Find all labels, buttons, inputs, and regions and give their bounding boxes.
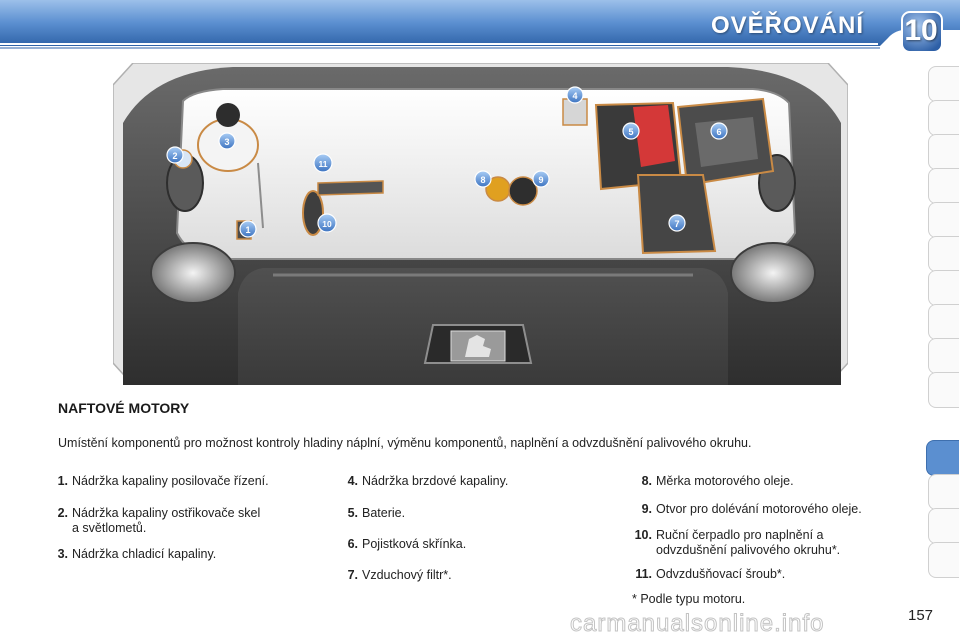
svg-text:7: 7 bbox=[674, 219, 680, 229]
item-text: Nádržka kapaliny posilovače řízení. bbox=[72, 474, 269, 488]
list-item-6 bbox=[340, 537, 600, 553]
lion-badge-icon bbox=[451, 331, 505, 361]
list-item-3 bbox=[50, 547, 340, 563]
callout-3 bbox=[219, 133, 235, 149]
svg-text:6: 6 bbox=[716, 127, 722, 137]
footnote: * Podle typu motoru. bbox=[632, 592, 746, 606]
svg-text:5: 5 bbox=[628, 127, 634, 137]
callout-11 bbox=[314, 154, 332, 172]
item-text: Nádržka brzdové kapaliny. bbox=[362, 474, 509, 488]
chapter-tab[interactable] bbox=[928, 66, 959, 102]
chapter-tab[interactable] bbox=[928, 304, 959, 340]
callout-8 bbox=[475, 171, 491, 187]
svg-text:8: 8 bbox=[480, 175, 486, 185]
chapter-tab[interactable] bbox=[928, 202, 959, 238]
list-item-4 bbox=[340, 474, 600, 490]
list-item-5 bbox=[340, 506, 600, 522]
item-text: Baterie. bbox=[362, 506, 406, 520]
list-item-8 bbox=[634, 474, 924, 490]
item-number: 2. bbox=[57, 506, 68, 520]
section-title: NAFTOVÉ MOTORY bbox=[58, 400, 190, 416]
engine-bay-illustration bbox=[113, 63, 848, 385]
callout-7 bbox=[669, 215, 685, 231]
item-number: 7. bbox=[347, 568, 358, 582]
callout-6 bbox=[711, 123, 727, 139]
chapter-tab[interactable] bbox=[928, 168, 959, 204]
item-text: Otvor pro dolévání motorového oleje. bbox=[656, 502, 862, 516]
item-number: 11. bbox=[635, 567, 652, 581]
svg-text:11: 11 bbox=[318, 159, 328, 169]
svg-text:1: 1 bbox=[245, 225, 251, 235]
list-item-10 bbox=[634, 528, 924, 560]
chapter-tab[interactable] bbox=[928, 270, 959, 306]
item-number: 5. bbox=[347, 506, 358, 520]
item-text: Měrka motorového oleje. bbox=[656, 474, 794, 488]
callout-10 bbox=[318, 214, 336, 232]
item-number: 1. bbox=[57, 474, 68, 488]
list-item-9 bbox=[634, 502, 924, 518]
callout-4 bbox=[567, 87, 583, 103]
item-number: 4. bbox=[347, 474, 358, 488]
svg-text:4: 4 bbox=[572, 91, 578, 101]
item-text: Vzduchový filtr*. bbox=[362, 568, 452, 582]
callout-5 bbox=[623, 123, 639, 139]
watermark: carmanualsonline.info bbox=[570, 610, 825, 637]
item-text-continued: a světlometů. bbox=[72, 521, 147, 535]
svg-text:10: 10 bbox=[322, 219, 332, 229]
list-item-1 bbox=[50, 474, 340, 490]
chapter-header bbox=[0, 0, 960, 50]
page-number: 157 bbox=[908, 607, 934, 624]
chapter-tab[interactable] bbox=[928, 508, 959, 544]
callout-2 bbox=[167, 147, 183, 163]
list-item-11 bbox=[634, 567, 924, 583]
chapter-tab[interactable] bbox=[928, 372, 959, 408]
list-item-7 bbox=[340, 568, 600, 584]
item-text: Nádržka chladicí kapaliny. bbox=[72, 547, 217, 561]
callout-1 bbox=[240, 221, 256, 237]
section-intro: Umístění komponentů pro možnost kontroly hladiny náplní, výměnu komponentů, naplnění a odvzdušnění palivového okruhu. bbox=[58, 436, 752, 450]
item-number: 10. bbox=[634, 528, 652, 542]
item-number: 3. bbox=[57, 547, 68, 561]
item-text: Ruční čerpadlo pro naplnění a bbox=[656, 528, 824, 542]
item-text: Pojistková skřínka. bbox=[362, 537, 467, 551]
item-text-continued: odvzdušnění palivového okruhu*. bbox=[656, 543, 841, 557]
item-text: Nádržka kapaliny ostřikovače skel bbox=[72, 506, 261, 520]
chapter-number: 10 bbox=[904, 14, 938, 47]
item-text: Odvzdušňovací šroub*. bbox=[656, 567, 786, 581]
chapter-tab-active[interactable] bbox=[926, 440, 959, 476]
callout-9 bbox=[533, 171, 549, 187]
chapter-tab[interactable] bbox=[928, 542, 959, 578]
svg-text:3: 3 bbox=[224, 137, 230, 147]
item-number: 8. bbox=[641, 474, 652, 488]
chapter-tab[interactable] bbox=[928, 236, 959, 272]
svg-text:2: 2 bbox=[172, 151, 178, 161]
chapter-tab[interactable] bbox=[928, 474, 959, 510]
engine-bay-figure bbox=[113, 63, 848, 385]
item-number: 9. bbox=[641, 502, 652, 516]
chapter-title: OVĚŘOVÁNÍ bbox=[710, 12, 864, 39]
item-number: 6. bbox=[347, 537, 358, 551]
list-item-2 bbox=[50, 506, 340, 538]
chapter-tab[interactable] bbox=[928, 100, 959, 136]
chapter-tabs bbox=[928, 66, 960, 574]
svg-text:9: 9 bbox=[538, 175, 544, 185]
chapter-tab[interactable] bbox=[928, 134, 959, 170]
chapter-tab[interactable] bbox=[928, 338, 959, 374]
